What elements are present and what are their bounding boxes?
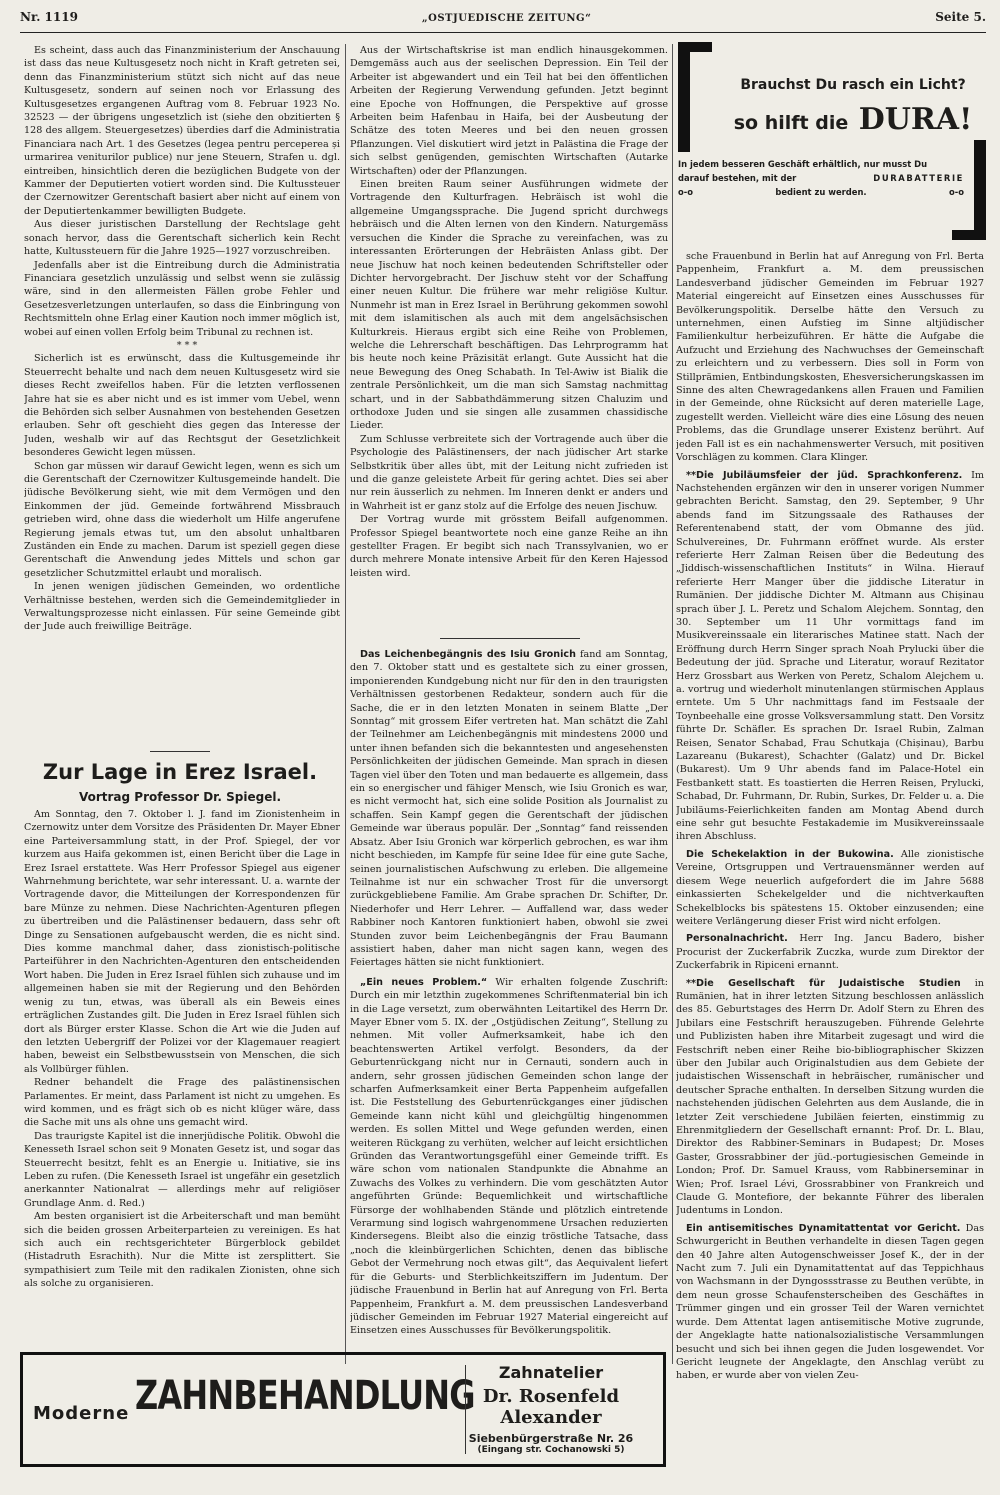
news-text: Das Schwurgericht in Beuthen verhandelte in diesen Tagen gegen den 40 Jahre alten Autogenschweisser Josef K., der in der Nacht zum 7. Juli ein Dynamitattentat auf das Teppichhaus von Wachsmann in der Dyngossstrasse zu Beuthen verübte, in dem neun grosse Schaufensterscheiben des Geschäftes in Trümmer gingen und ein grosser Teil der Waren vernichtet wurde. Dem Attentat lagen antisemitische Motive zugrunde, der Angeklagte hatte nationalsozialistische Versammlungen besucht und sich bei ihnen gegen die Juden losgewendet. Vor Gericht leugnete der Angeklagte, den Anschlag verübt zu haben, er wurde aber von vielen Zeu- — [676, 1222, 984, 1382]
column-rule — [672, 44, 673, 1364]
ad-tagline: Brauchst Du rasch ein Licht? — [740, 77, 966, 93]
paragraph: Am besten organisiert ist die Arbeiterschaft und man bemüht sich die beiden grossen Arbeiterparteien zu vereinigen. Es hat sich auch ein rechtsgerichteter Bürgerblock gebildet (Histadruth Esrachith). Nur die Mitte ist zersplittert. Sie sympathisiert zum Teile mit den radikalen Zionisten, ohne sich als solche zu organisieren. — [24, 1211, 340, 1290]
paragraph: Jedenfalls aber ist die Eintreibung durch die Administratia Financiara gesetzlich unzulässig und selbst wenn sie zulässig wäre, sind in den allermeisten Fällen grobe Fehler und Gesetzesverletzungen unterlaufen, so dass die Einbringung von Rechtsmitteln ohne Erlag einer Kaution noch immer möglich ist, wobei auf einen vollen Erfolg beim Tribunal zu rechnen ist. — [24, 259, 340, 338]
ad-brand: DURA! — [858, 102, 973, 137]
paragraph: Einen breiten Raum seiner Ausführungen widmete der Vortragende den Kulturfragen. Hebräisch ist wohl die allgemeine Umgangssprache. Die Jugend spricht durchwegs hebräisch und die Alten lernen von den Kindern. Naturgemäss versuchen die Kinder die Sprache zu vereinfachen, was zu interessanten Erörterungen der Hebräisten Anlass gibt. Der neue Jischuw hat noch keinen bedeutenden Schriftsteller oder Dichter hervorgebracht. Der Jischuw steht vor der Schaffung einer neuen Kultur. Die frühere war mehr religiöse Kultur. Nunmehr ist man in Erez Israel in Berührung gekommen sowohl mit dem islamitischen als auch mit dem angelsächsischen Kulturkreis. Hieraus ergibt sich eine Reihe von Problemen, welche die Lehrerschaft beschäftigen. Das Lehrprogramm hat bis heute noch keine Präzisität erlangt. Gute Aussicht hat die neue Bewegung des Oneg Schabath. In Tel-Awiw ist Bialik die zentrale Persönlichkeit, um die man sich Samstag nachmittag schart, und in der Sabbathdämmerung sitzen Chaluzim und orthodoxe Juden und sie singen alle zusammen chassidische Lieder. — [350, 179, 668, 432]
column-1-article-text — [24, 808, 340, 1343]
issue-number: Nr. 1119 — [20, 10, 78, 24]
paragraph: Sicherlich ist es erwünscht, dass die Kultusgemeinde ihr Steuerrecht behalte und nach dem neuen Kultusgesetz wird sie dieses Recht zweifellos haben. Für die letzten verflossenen Jahre hat sie es aber nicht und es ist immer vom Uebel, wenn die Behörden sich selber Ausnahmen von bestehenden Gesetzen erlauben. Sehr oft geschieht dies gegen das Interesse der Juden, weshalb wir auf das Rechtsgut der Gesetzlichkeit besonderes Gewicht legen müssen. — [24, 353, 340, 459]
ad-address: Siebenbürgerstraße Nr. 26 — [468, 1432, 634, 1445]
paragraph: Redner behandelt die Frage des palästinensischen Parlamentes. Er meint, dass Parlament ist nicht zu umgehen. Es wird kommen, und es frägt sich ob es nicht klüger wäre, dass die Sache mit uns als ohne uns gemacht wird. — [24, 1077, 340, 1129]
news-heading: **Die Gesellschaft für Judaistische Studien — [686, 977, 961, 989]
paragraph: Aus dieser juristischen Darstellung der Rechtslage geht sonach hervor, dass die Gerentschaft sicherlich kein Recht hatte, Kultussteuern für die Jahre 1925—1927 vorzuschreiben. — [24, 219, 340, 258]
column-1-text — [24, 44, 340, 634]
paragraph: Der Vortrag wurde mit grösstem Beifall aufgenommen. Professor Spiegel beantwortete noch eine ganze Reihe an ihn gestellter Fragen. Er begibt sich nach Transsylvanien, wo er durch mehrere Monate intensive Arbeit für den Keren Hajessod leisten wird. — [350, 514, 668, 579]
paragraph: sche Frauenbund in Berlin hat auf Anregung von Frl. Berta Pappenheim, Frankfurt a. M. dem preussischen Landesverband jüdischer Gemeinden im Februar 1927 Material eingereicht auf Einsetzen eines Ausschusses für Bevölkerungspolitik. Derselbe hätte den Versuch zu unternehmen, einen Aufstieg im Sinne altjüdischer Familienkultur herbeizuführen. Er hätte die Aufgabe die Aufzucht und Erziehung des Nachwuchses der Gemeinschaft zu erleichtern und zu verbessern. Dies soll in Form von Stillprämien, Entbindungskosten, Ehesversicherungskassen im Sinne des alten Chewragedankens allen Frauen und Familien in der Gemeinde, ohne Rücksicht auf deren materielle Lage, zugestellt werden. Vielleicht wäre dies eine Lösung des neuen Problems, das die Grundlage unserer Existenz berührt. Auf jeden Fall ist es ein nachahmenswerter Versuch, mit positiven Vorschlägen zu kommen. Clara Klinger. — [676, 251, 984, 464]
ad-line — [678, 171, 964, 185]
news-heading: „Ein neues Problem.“ — [360, 976, 488, 988]
article-title: Zur Lage in Erez Israel. — [42, 760, 318, 784]
ad-doctor-name: Dr. Rosenfeld — [482, 1386, 620, 1407]
ad-frame-left — [678, 42, 712, 152]
paragraph: Das traurigste Kapitel ist die innerjüdische Politik. Obwohl die Kenesseth Israel schon seit 9 Monaten Gesetz ist, und sogar das Steuerrecht besitzt, fehlt es an Energie u. Initiative, sie ins Leben zu rufen. (Die Kenesseth Israel ist ungefähr ein gesetzlich anerkannter Nationalrat — allerdings mehr auf religiöser Grundlage Anm. d. Red.) — [24, 1130, 340, 1209]
dentist-advertisement — [20, 1352, 666, 1467]
paragraph: In jenen wenigen jüdischen Gemeinden, wo ordentliche Verhältnisse bestehen, werden sich die Gemeindemitglieder in Verwaltungsprozesse nicht einlassen. Für seine Gemeinde gibt der Jude auch freiwillige Beiträge. — [24, 581, 340, 633]
paragraph: Es scheint, dass auch das Finanzministerium der Anschauung ist dass das neue Kultusgesetz noch nicht in Kraft getreten sei, denn das Finanzministerium stützt sich nicht auf das neue Kultusgesetz, sondern auf seinen noch vor Erlassung des Kultusgesetzes ergangenen Auftrag vom 8. Februar 1923 No. 32523 — der übrigens ungesetzlich ist (siehe den obzitierten § 128 des allgem. Steuergesetzes) überdies darf die Administratia Financiara nach Art. 1 des Gesetzes (legea pentru perceperea și urmarirea veniturilor publice) nur jene Steuern, Strafen u. dgl. eintreiben, hinsichtlich deren die bezüglichen Budgete von der Kammer der Deputierten votiert worden sind. Die Kultussteuer der Czernowitzer Gerentschaft basiert aber nicht auf einem von der Deputiertenkammer bewilligten Budgete. — [24, 45, 340, 217]
news-text: in Rumänien, hat in ihrer letzten Sitzung beschlossen anlässlich des 85. Geburtstages des Herrn Dr. Adolf Stern zu Ehren des Jubilars eine Festschrift herauszugeben. Führende Gelehrte und Publizisten haben ihre Mitarbeit zugesagt und wird die Festschrift neben einer Reihe bio-bibliographischer Skizzen über den Jubilar auch Originalstudien aus dem Gebiete der judaistischen Wissenschaft in hebräischer, rumänischer und deutscher Sprache enthalten. In derselben Sitzung wurden die nachstehenden jüdischen Gelehrten aus dem Auslande, die in letzter Zeit verschiedene Jubiläen feierten, einstimmig zu Ehrenmitgliedern der Gesellschaft ernannt: Prof. Dr. L. Blau, Direktor des Rabbiner-Seminars in Budapest; Dr. Moses Gaster, Grossrabbiner der jüd.-portugiesischen Gemeinde in London; Prof. Dr. Samuel Krauss, vom Rabbinerseminar in Wien; Prof. Israel Lévi, Grossrabbiner von Frankreich und Claude G. Montefiore, der bekannte Führer des liberalen Judentums in London. — [676, 977, 984, 1217]
news-text: fand am Sonntag, den 7. Oktober statt und es gestaltete sich zu einer grossen, imponierenden Kundgebung nicht nur für den in den traurigsten Verhältnissen gestorbenen Redakteur, sondern auch für die Sache, die er in den letzten Monaten in seinem Blatte „Der Sonntag“ mit grossem Eifer vertreten hat. Man schätzt die Zahl der Teilnehmer am Leichenbegängnis mit mindestens 2000 und unter ihnen befanden sich die bekanntesten und angesehensten Persönlichkeiten der jüdischen Gemeinde. Man sprach in diesen Tagen viel über den Toten und man bedauerte es allgemein, dass ein so energischer und fähiger Mensch, wie Isiu Gronich es war, es nicht vermocht hat, sich eine solide Position als Journalist zu schaffen. Sein Kampf gegen die Gerentschaft der jüdischen Gemeinde war überaus populär. Der „Sonntag“ fand reissenden Absatz. Aber Isiu Gronich war körperlich gebrochen, es war ihm nicht beschieden, im Kampfe für seine Idee für eine gute Sache, seinen journalistischen Aufschwung zu erleben. Die allgemeine Teilnahme ist nur ein schwacher Trost für die unversorgt zurückgebliebene Familie. Am Grabe sprachen Dr. Schifter, Dr. Niederhofer und Herr Lehrer. — Auffallend war, dass weder Rabbiner noch Kantoren funktioniert haben, obwohl sie zwei Stunden zuvor beim Leichenbegängnis der Frau Baumann assistiert haben, daher man nicht sagen kann, wegen des Feiertages hätten sie nicht funktioniert. — [350, 649, 668, 969]
news-text: Im Nachstehenden ergänzen wir den in unserer vorigen Nummer gebrachten Bericht. Samstag, den 29. September, 9 Uhr abends fand im Sitzungssaale des Rathauses der Referentenabend statt, der vom Obmanne des jüd. Schulvereines, Dr. Fuhrmann eröffnet wurde. Als erster referierte Herr Zalman Reisen über die Bedeutung des „Jiddisch-wissenschaftlichen Instituts“ in Wilna. Hierauf referierte Herr Manger über die jiddische Literatur in Rumänien. Der jiddische Dichter M. Altmann aus Chișinau sprach über J. L. Peretz und Schalom Alejchem. Sonntag, den 30. September um 11 Uhr vormittags fand im Musikvereinssaale ein literarisches Matinee statt. Nach der Eröffnung durch Herrn Singer sprach Noah Prylucki über die Bedeutung der jüd. Sprache und Literatur, worauf Rezitator Herz Grossbart aus Werken von Peretz, Schalom Alejchem u. a. vortrug und wiederholt minutenlangen stürmischen Applaus erntete. Um 5 Uhr nachmittags fand im Festsaale der Toynbeehalle eine grosse Volksversammlung statt. Den Vorsitz führte Dr. Schäfler. Es sprachen Dr. Israel Rubin, Zalman Reisen, Senator Schabad, Frau Schutkaja (Chișinau), Barbu Lazareanu (Bukarest), Schachter (Galatz) und Dr. Bickel (Bukarest). Um 9 Uhr abends fand im Palace-Hotel ein Festbankett statt. Es toastierten die Herren Reisen, Prylucki, Schabad, Dr. Fuhrmann, Dr. Rubin, Surkes, Dr. Felder u. a. Die Jubiläums-Feierlichkeiten fanden am Montag Abend durch eine sehr gut besuchte Festakademie im Musikvereinssaale ihren Abschluss. — [676, 469, 984, 843]
divider — [440, 638, 580, 639]
ad-line-text: darauf bestehen, mit der — [678, 173, 797, 183]
ad-line — [678, 185, 964, 199]
ad-ornament: o-o — [949, 187, 964, 197]
ad-headline — [718, 102, 988, 137]
column-3-text — [676, 250, 984, 1490]
newspaper-name: „OSTJUEDISCHE ZEITUNG“ — [421, 13, 592, 24]
ad-contact — [451, 1363, 651, 1455]
article-subtitle: Vortrag Professor Dr. Spiegel. — [78, 790, 282, 804]
page-number: Seite 5. — [935, 10, 986, 24]
ad-body — [678, 157, 964, 199]
dura-advertisement — [678, 42, 986, 237]
ad-zahnbehandlung: ZAHNBEHANDLUNG — [135, 1373, 475, 1419]
ad-doctor-firstname: Alexander — [500, 1407, 602, 1428]
ad-line-text: bedient zu werden. — [775, 187, 867, 197]
news-text: Herr Ing. Jancu Badero, bisher Procurist der Zuckerfabrik Zuczka, wurde zum Direktor der Zuckerfabrik in Ripiceni ernannt. — [676, 933, 984, 972]
ad-ornament: o-o — [678, 187, 693, 197]
paragraph: Schon gar müssen wir darauf Gewicht legen, wenn es sich um die Gerentschaft der Czernowitzer Kultusgemeinde handelt. Die jüdische Bevölkerung sieht, wie mit dem Vermögen und den Einkommen der jüd. Gemeinde fortwährend Missbrauch getrieben wird, ohne dass die wiederholt um Hilfe angerufene Regierung jemals etwas tut, um den absolut unhaltbaren Zuständen ein Ende zu machen. Darum ist speziell gegen diese Gerentschaft die Anwendung jedes Mittels und schon gar gesetzlicher Schutzmittel erlaubt und moralisch. — [24, 460, 340, 579]
paragraph: Zum Schlusse verbreitete sich der Vortragende auch über die Psychologie des Palästinensers, der nach jüdischer Art starke Selbstkritik über alles übt, mit der Leitung nicht zufrieden ist und die ganze geleistete Arbeit für gering achtet. Dies sei aber nur rein äusserlich zu nehmen. Im Inneren denkt er anders und in Wahrheit ist er ganz stolz auf die Erfolge des neuen Jischuw. — [350, 433, 668, 512]
masthead — [20, 10, 986, 33]
ad-headline-lead: so hilft die — [733, 112, 849, 134]
news-heading: Die Schekelaktion in der Bukowina. — [686, 848, 894, 860]
paragraph: Am Sonntag, den 7. Oktober l. J. fand im Zionistenheim in Czernowitz unter dem Vorsitze des Präsidenten Dr. Mayer Ebner eine Parteiversammlung statt, in der Prof. Spiegel, der vor kurzem aus Haifa gekommen ist, einen Bericht über die Lage in Erez Israel erstattete. Was Herr Professor Spiegel aus eigener Wahrnehmung berichtete, war sehr interessant. U. a. warnte der Vortragende davor, die Mitteilungen der Korrespondenzen für bare Münze zu nehmen. Diese Nachrichten-Agenturen pflegen zu übertreiben und die Palästinenser bedauern, dass sehr oft Dinge zu Sensationen aufgebauscht werden, die es nicht sind. Dies komme manchmal daher, dass zionistisch-politische Parteiführer in den Nachrichten-Agenturen den entscheidenden Wort haben. Die Juden in Erez Israel fühlen sich zuhause und im allgemeinen haben sie mit der Regierung und den Behörden wenig zu tun, etwas, was überall als ein Beweis eines erträglichen Zustandes gilt. Die Juden in Erez Israel fühlen sich dort als Bürger erster Klasse. Schon die Art wie die Juden auf den letzten Uebergriff der Polizei vor der Klagemauer reagiert haben, beweist ein Selbstbewusstsein von Menschen, die sich als Vollbürger fühlen. — [24, 809, 340, 1075]
ad-line: In jedem besseren Geschäft erhältlich, nur musst Du — [678, 159, 928, 169]
column-rule — [345, 44, 346, 1364]
ad-moderne: Moderne — [33, 1403, 130, 1424]
section-separator: * * * — [176, 339, 198, 351]
ad-entrance: (Eingang str. Cochanowski 5) — [477, 1445, 625, 1455]
column-2-news — [350, 648, 668, 1338]
divider — [150, 751, 210, 752]
news-heading: Ein antisemitisches Dynamitattentat vor Gericht. — [686, 1222, 961, 1234]
column-2-text — [350, 44, 668, 624]
ad-atelier: Zahnatelier — [498, 1363, 604, 1382]
news-heading: Das Leichenbegängnis des Isiu Gronich — [360, 649, 576, 660]
news-text: Alle zionistische Vereine, Ortsgruppen und Vertrauensmänner werden auf diesem Wege neuerlich aufgefordert die im Jahre 5688 einkassierten Schekelgelder und die nichtverkauften Schekelblocks bis spätestens 15. Oktober einzusenden; eine weitere Verlängerung dieser Frist wird nicht erfolgen. — [676, 848, 984, 927]
paragraph: Aus der Wirtschaftskrise ist man endlich hinausgekommen. Demgemäss auch aus der seelischen Depression. Ein Teil der Arbeiter ist abgewandert und ein Teil hat bei den öffentlichen Arbeiten der Regierung Verwendung gefunden. Jetzt beginnt eine Epoche von Hoffnungen, die Perspektive auf grosse Arbeiten beim Hafenbau in Haifa, bei der Ausbeutung der Schätze des toten Meeres und bei den neuen grossen Pflanzungen. Viel diskutiert wird jetzt in Palästina die Frage der sich selbst genügenden, gemischten Wirtschaften (Autarke Wirtschaften) oder der Pflanzungen. — [350, 45, 668, 177]
news-text: Wir erhalten folgende Zuschrift: Durch ein mir letzthin zugekommenes Schriftenmaterial bin ich in die Lage versetzt, zum oberwähnten Leitartikel des Herrn Dr. Mayer Ebner vom 5. IX. der „Ostjüdischen Zeitung“, Stellung zu nehmen. Mit voller Aufmerksamkeit, habe ich den beachtenswerten Artikel verfolgt. Besonders, da der Geburtenrückgang nicht nur in Cernauti, sondern auch in andern, sehr grossen jüdischen Gemeinden schon lange der scharfen Aufmerksamkeit einer Berta Pappenheim aufgefallen ist. Die Feststellung des Geburtenrückganges einer jüdischen Gemeinde kann nicht kühl und gleichgültig hingenommen werden. Es sollen Mittel und Wege gefunden werden, einen weiteren Rückgang zu verhüten, welcher auf leicht ersichtlichen Gründen das Verantwortungsgefühl einer Gemeinde trifft. Es wäre schon vom nationalen Standpunkte die Abnahme an Zuwachs des Volkes zu verhindern. Die vom geschätzten Autor angeführten Gründe: Bequemlichkeit und wirtschaftliche Fürsorge der wohlhabenden Stände und plötzlich eintretende Verarmung sind logisch wahrgenommene Ursachen reduzierten Kindersegens. Bleibt also die einzig tröstliche Tatsache, dass „noch die kleinbürgerlichen Schichten, denen das biblische Gebot der Vermehrung noch etwas gilt“, das Aequivalent liefert für die Geburts- und Sterblichkeitsziffern im Judentum. Der jüdische Frauenbund in Berlin hat auf Anregung von Frl. Berta Pappenheim, Frankfurt a. M. dem preussischen Landesverband jüdischer Gemeinden im Februar 1927 Material eingereicht auf Einsetzen eines Ausschusses für Bevölkerungspolitik. — [350, 976, 668, 1337]
news-heading: **Die Jubiläumsfeier der jüd. Sprachkonferenz. — [686, 469, 963, 481]
news-heading: Personalnachricht. — [686, 933, 788, 945]
ad-product: DURABATTERIE — [873, 173, 964, 183]
